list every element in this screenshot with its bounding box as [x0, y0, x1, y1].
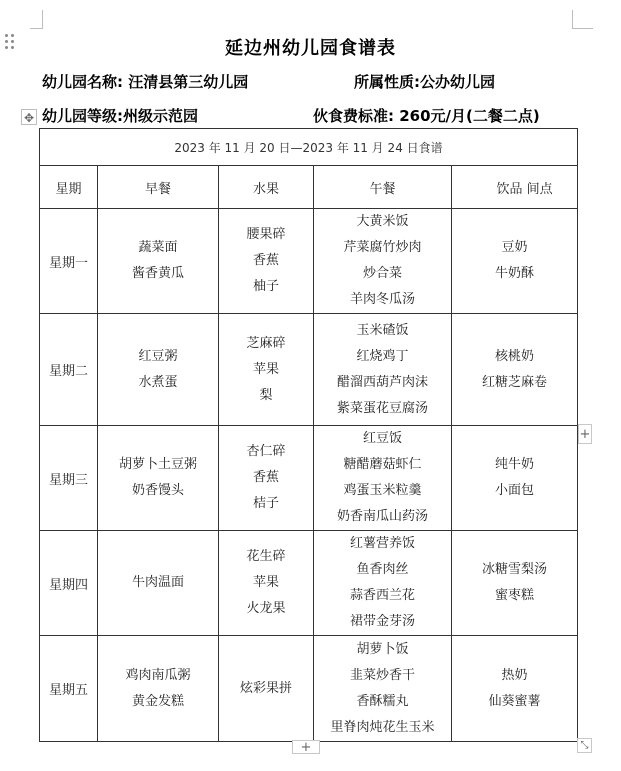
breakfast-cell [98, 314, 219, 426]
fruit-cell [219, 426, 314, 531]
fruit-item: 梨 [259, 387, 273, 403]
kindergarten-grade-label: 幼儿园等级: [42, 107, 123, 125]
fruit-item: 柚子 [252, 279, 279, 294]
snack-item: 小面包 [495, 483, 535, 498]
table-row [40, 636, 578, 742]
fruit-item: 花生碎 [246, 549, 286, 564]
fruit-item: 火龙果 [246, 601, 286, 616]
header-breakfast: 早餐 [98, 166, 219, 209]
lunch-item: 胡萝卜饭 [356, 641, 409, 657]
fruit-item: 芝麻碎 [246, 335, 286, 351]
fruit-item: 炫彩果拼 [239, 680, 292, 696]
lunch-item: 鱼香肉丝 [356, 562, 409, 577]
breakfast-item: 蔬菜面 [138, 240, 178, 255]
table-header-row [40, 166, 578, 209]
breakfast-item: 奶香馒头 [131, 483, 184, 498]
snack-item: 纯牛奶 [495, 457, 535, 472]
fruit-item: 桔子 [252, 496, 279, 511]
table-move-icon[interactable]: ✥ [21, 109, 37, 125]
lunch-item: 醋溜西葫芦肉沫 [336, 374, 428, 390]
snack-item: 红糖芝麻卷 [482, 374, 548, 390]
snack-item: 牛奶酥 [495, 266, 535, 281]
lunch-item: 玉米碴饭 [356, 322, 409, 338]
breakfast-item: 胡萝卜土豆粥 [118, 457, 197, 472]
breakfast-cell [98, 531, 219, 636]
lunch-item: 韭菜炒香干 [349, 667, 415, 683]
table-row [40, 314, 578, 426]
snack-item: 热奶 [501, 667, 528, 683]
add-row-button[interactable]: + [292, 740, 320, 754]
breakfast-item: 鸡肉南瓜粥 [125, 667, 191, 683]
header-snack: 饮品 间点 [452, 166, 578, 209]
lunch-item: 红豆饭 [362, 431, 402, 446]
meal-fee-value: 260元/月(二餐二点) [399, 107, 540, 125]
lunch-item: 大黄米饭 [356, 214, 409, 229]
crop-mark-top-right [572, 10, 593, 29]
fruit-cell [219, 531, 314, 636]
lunch-item: 奶香南瓜山药汤 [336, 509, 428, 524]
lunch-item: 芹菜腐竹炒肉 [343, 240, 422, 255]
breakfast-cell [98, 426, 219, 531]
fruit-cell [219, 314, 314, 426]
lunch-item: 里脊肉炖花生玉米 [330, 719, 435, 735]
kindergarten-nature-label: 所属性质: [354, 73, 420, 91]
weekday-cell: 星期一 [40, 209, 98, 314]
breakfast-item: 水煮蛋 [138, 374, 178, 390]
lunch-item: 红烧鸡丁 [356, 348, 409, 364]
fruit-cell [219, 636, 314, 742]
lunch-cell [314, 426, 452, 531]
date-range: 2023 年 11 月 20 日—2023 年 11 月 24 日食谱 [40, 129, 578, 166]
kindergarten-name-label: 幼儿园名称: [42, 73, 123, 91]
breakfast-item: 红豆粥 [138, 348, 178, 364]
snack-cell [452, 426, 578, 531]
weekday-cell: 星期三 [40, 426, 98, 531]
lunch-item: 裙带金芽汤 [349, 614, 415, 629]
fruit-item: 杏仁碎 [246, 444, 286, 459]
snack-item: 豆奶 [501, 240, 528, 255]
lunch-cell [314, 209, 452, 314]
kindergarten-nature-value: 公办幼儿园 [420, 73, 496, 91]
header-weekday: 星期 [40, 166, 98, 209]
weekday-cell: 星期四 [40, 531, 98, 636]
lunch-item: 糖醋蘑菇虾仁 [343, 457, 422, 472]
menu-body [40, 209, 578, 742]
lunch-cell [314, 531, 452, 636]
weekday-cell: 星期二 [40, 314, 98, 426]
breakfast-item: 牛肉温面 [131, 575, 184, 590]
lunch-item: 炒合菜 [362, 266, 402, 281]
fruit-item: 腰果碎 [246, 227, 286, 242]
header-fruit: 水果 [219, 166, 314, 209]
kindergarten-name-value: 汪清县第三幼儿园 [128, 73, 249, 91]
document-title: 延边州幼儿园食谱表 [225, 38, 396, 59]
lunch-cell [314, 314, 452, 426]
lunch-item: 红薯营养饭 [349, 536, 415, 551]
breakfast-item: 黄金发糕 [131, 693, 184, 709]
breakfast-cell [98, 636, 219, 742]
lunch-item: 鸡蛋玉米粒羹 [343, 483, 422, 498]
fruit-item: 香蕉 [252, 253, 279, 268]
lunch-item: 羊肉冬瓜汤 [349, 292, 415, 307]
snack-cell [452, 531, 578, 636]
snack-item: 蜜枣糕 [495, 588, 535, 603]
kindergarten-grade-value: 州级示范园 [123, 107, 199, 125]
fruit-item: 苹果 [252, 361, 279, 377]
date-range-row [40, 129, 578, 166]
snack-item: 冰糖雪梨汤 [482, 562, 548, 577]
meal-fee-label: 伙食费标准: [313, 107, 394, 125]
breakfast-cell [98, 209, 219, 314]
snack-cell [452, 209, 578, 314]
table-row [40, 531, 578, 636]
fruit-item: 苹果 [252, 575, 279, 590]
lunch-item: 蒜香西兰花 [349, 588, 415, 603]
breakfast-item: 酱香黄瓜 [131, 266, 184, 281]
kindergarten-grade [42, 105, 198, 126]
table-row [40, 209, 578, 314]
fruit-cell [219, 209, 314, 314]
lunch-item: 香酥糯丸 [356, 693, 409, 709]
snack-item: 仙葵蜜薯 [488, 693, 541, 709]
add-column-button[interactable]: + [578, 424, 592, 444]
snack-cell [452, 636, 578, 742]
table-resize-icon[interactable]: ⤡ [577, 738, 592, 753]
kindergarten-name [42, 71, 248, 92]
lunch-item: 紫菜蛋花豆腐汤 [336, 400, 428, 416]
table-row [40, 426, 578, 531]
weekday-cell: 星期五 [40, 636, 98, 742]
meal-fee-standard [313, 105, 540, 126]
kindergarten-nature [354, 71, 495, 92]
menu-table [39, 128, 578, 742]
lunch-cell [314, 636, 452, 742]
snack-item: 核桃奶 [495, 348, 535, 364]
snack-cell [452, 314, 578, 426]
crop-mark-top-left [30, 10, 43, 29]
header-lunch: 午餐 [314, 166, 452, 209]
fruit-item: 香蕉 [252, 470, 279, 485]
